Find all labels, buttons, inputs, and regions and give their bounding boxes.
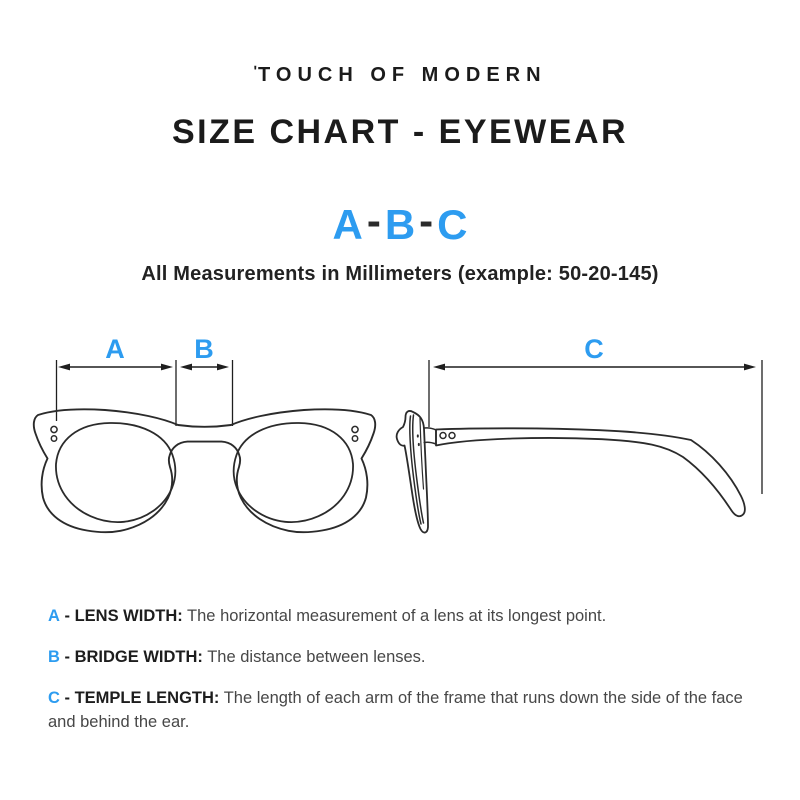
formula-dash: - [419, 197, 434, 244]
logo-tick-mark: ʹ [253, 63, 258, 80]
definitions-list [48, 604, 762, 734]
measurement-note: All Measurements in Millimeters (example: 50-20-145) [141, 263, 659, 285]
definition-temple-length [48, 686, 762, 734]
arrowhead-right-icon [744, 364, 756, 371]
formula-letter-a: A [332, 201, 363, 248]
arrowhead-left-icon [180, 364, 192, 371]
label-temple-length: C [584, 334, 604, 364]
hinge-screw-icon [417, 434, 419, 437]
definition-bridge-width [48, 645, 762, 669]
rivet-icon [449, 433, 455, 439]
definition-label: - LENS WIDTH: [64, 607, 183, 625]
formula-letter-b: B [384, 201, 416, 248]
formula-letter-c: C [437, 201, 468, 248]
label-bridge-width: B [194, 334, 214, 364]
rivet-icon [352, 436, 357, 441]
page-title: SIZE CHART - EYEWEAR [171, 113, 629, 151]
hinge-block [424, 428, 436, 444]
arrowhead-left-icon [58, 364, 70, 371]
abc-formula [0, 197, 800, 248]
rivet-icon [440, 433, 446, 439]
definition-letter: A [48, 607, 60, 625]
formula-dash: - [366, 197, 381, 244]
eyewear-diagram [0, 314, 800, 584]
definition-text: The horizontal measurement of a lens at its longest point. [187, 607, 607, 625]
brand-logo [0, 62, 800, 88]
temple-length-measurement [429, 360, 762, 494]
left-lens-opening [56, 423, 175, 522]
label-lens-width: A [105, 334, 125, 364]
right-lens-opening [234, 423, 353, 522]
definition-lens-width [48, 604, 762, 628]
arrowhead-right-icon [217, 364, 229, 371]
bridge-width-measurement [180, 360, 233, 426]
hinge-screw-icon [418, 443, 420, 446]
temple-arm-outline [436, 428, 745, 516]
rivet-icon [352, 426, 358, 432]
glasses-side-view [397, 411, 745, 533]
brand-name: TOUCH OF MODERN [258, 64, 547, 86]
definition-letter: B [48, 648, 60, 666]
lens-profile-hatch [420, 418, 424, 489]
definition-label: - TEMPLE LENGTH: [64, 689, 220, 707]
arrowhead-right-icon [161, 364, 173, 371]
glasses-front-view [34, 409, 375, 532]
lens-width-measurement [57, 360, 177, 426]
definition-text: The distance between lenses. [207, 648, 426, 666]
eyewear-diagram-svg [0, 314, 800, 584]
arrowhead-left-icon [433, 364, 445, 371]
definition-label: - BRIDGE WIDTH: [64, 648, 203, 666]
rivet-icon [51, 426, 57, 432]
rivet-icon [51, 436, 56, 441]
definition-text: The length of each arm of the frame that runs down the side of the face and behind the ear. [48, 689, 743, 731]
definition-letter: C [48, 689, 60, 707]
